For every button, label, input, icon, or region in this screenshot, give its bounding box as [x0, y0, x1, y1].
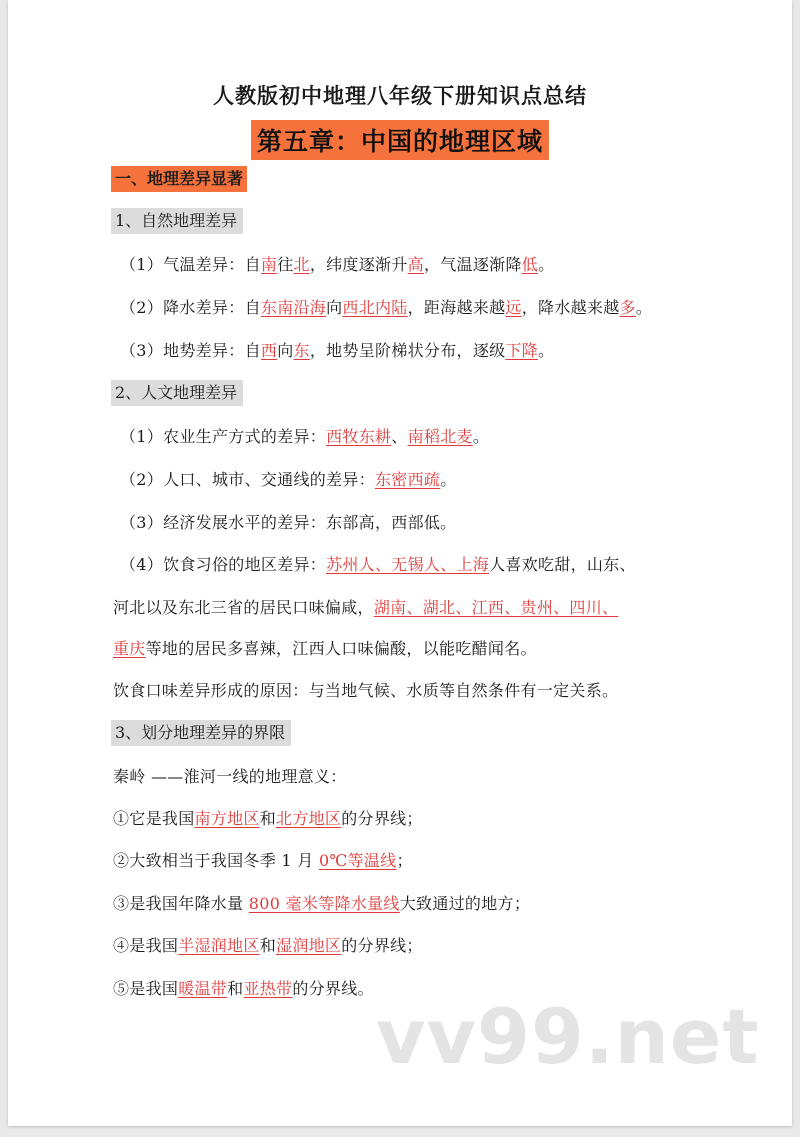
- chapter-title: 第五章：中国的地理区域: [251, 120, 549, 160]
- human-food-line-1: （4）饮食习俗的地区差异：苏州人、无锡人、上海人喜欢吃甜，山东、: [120, 555, 636, 574]
- natural-terrain-line: （3）地势差异：自西向东，地势呈阶梯状分布，逐级下降。: [120, 341, 555, 360]
- human-food-line-3: 重庆等地的居民多喜辣，江西人口味偏酸，以能吃醋闻名。: [113, 639, 537, 658]
- subsection-natural: 1、自然地理差异: [111, 208, 243, 234]
- natural-temp-line: （1）气温差异：自南往北，纬度逐渐升高，气温逐渐降低。: [120, 255, 555, 274]
- boundary-point-1: ①它是我国南方地区和北方地区的分界线；: [113, 809, 423, 828]
- boundary-point-5: ⑤是我国暖温带和亚热带的分界线。: [113, 979, 374, 998]
- boundary-point-4: ④是我国半湿润地区和湿润地区的分界线；: [113, 936, 423, 955]
- human-agri-line: （1）农业生产方式的差异：西牧东耕、南稻北麦。: [120, 427, 490, 446]
- watermark: vv99.net: [376, 992, 760, 1081]
- human-econ-line: （3）经济发展水平的差异：东部高，西部低。: [120, 513, 457, 532]
- subsection-human: 2、人文地理差异: [111, 380, 243, 406]
- boundary-intro: 秦岭 ——淮河一线的地理意义：: [113, 767, 347, 786]
- section-heading: 一、地理差异显著: [111, 166, 247, 192]
- document-page: [8, 0, 792, 1126]
- chapter-heading: [8, 120, 792, 160]
- human-food-reason: 饮食口味差异形成的原因：与当地气候、水质等自然条件有一定关系。: [113, 681, 619, 700]
- boundary-point-3: ③是我国年降水量 800 毫米等降水量线大致通过的地方；: [113, 894, 531, 913]
- subsection-boundary: 3、划分地理差异的界限: [111, 720, 291, 746]
- boundary-point-2: ②大致相当于我国冬季 1 月 0℃等温线；: [113, 851, 413, 870]
- natural-precip-line: （2）降水差异：自东南沿海向西北内陆，距海越来越远，降水越来越多。: [120, 298, 653, 317]
- human-food-line-2: 河北以及东北三省的居民口味偏咸，湖南、湖北、江西、贵州、四川、: [113, 598, 619, 617]
- human-pop-line: （2）人口、城市、交通线的差异：东密西疏。: [120, 470, 457, 489]
- document-title: 人教版初中地理八年级下册知识点总结: [213, 84, 587, 108]
